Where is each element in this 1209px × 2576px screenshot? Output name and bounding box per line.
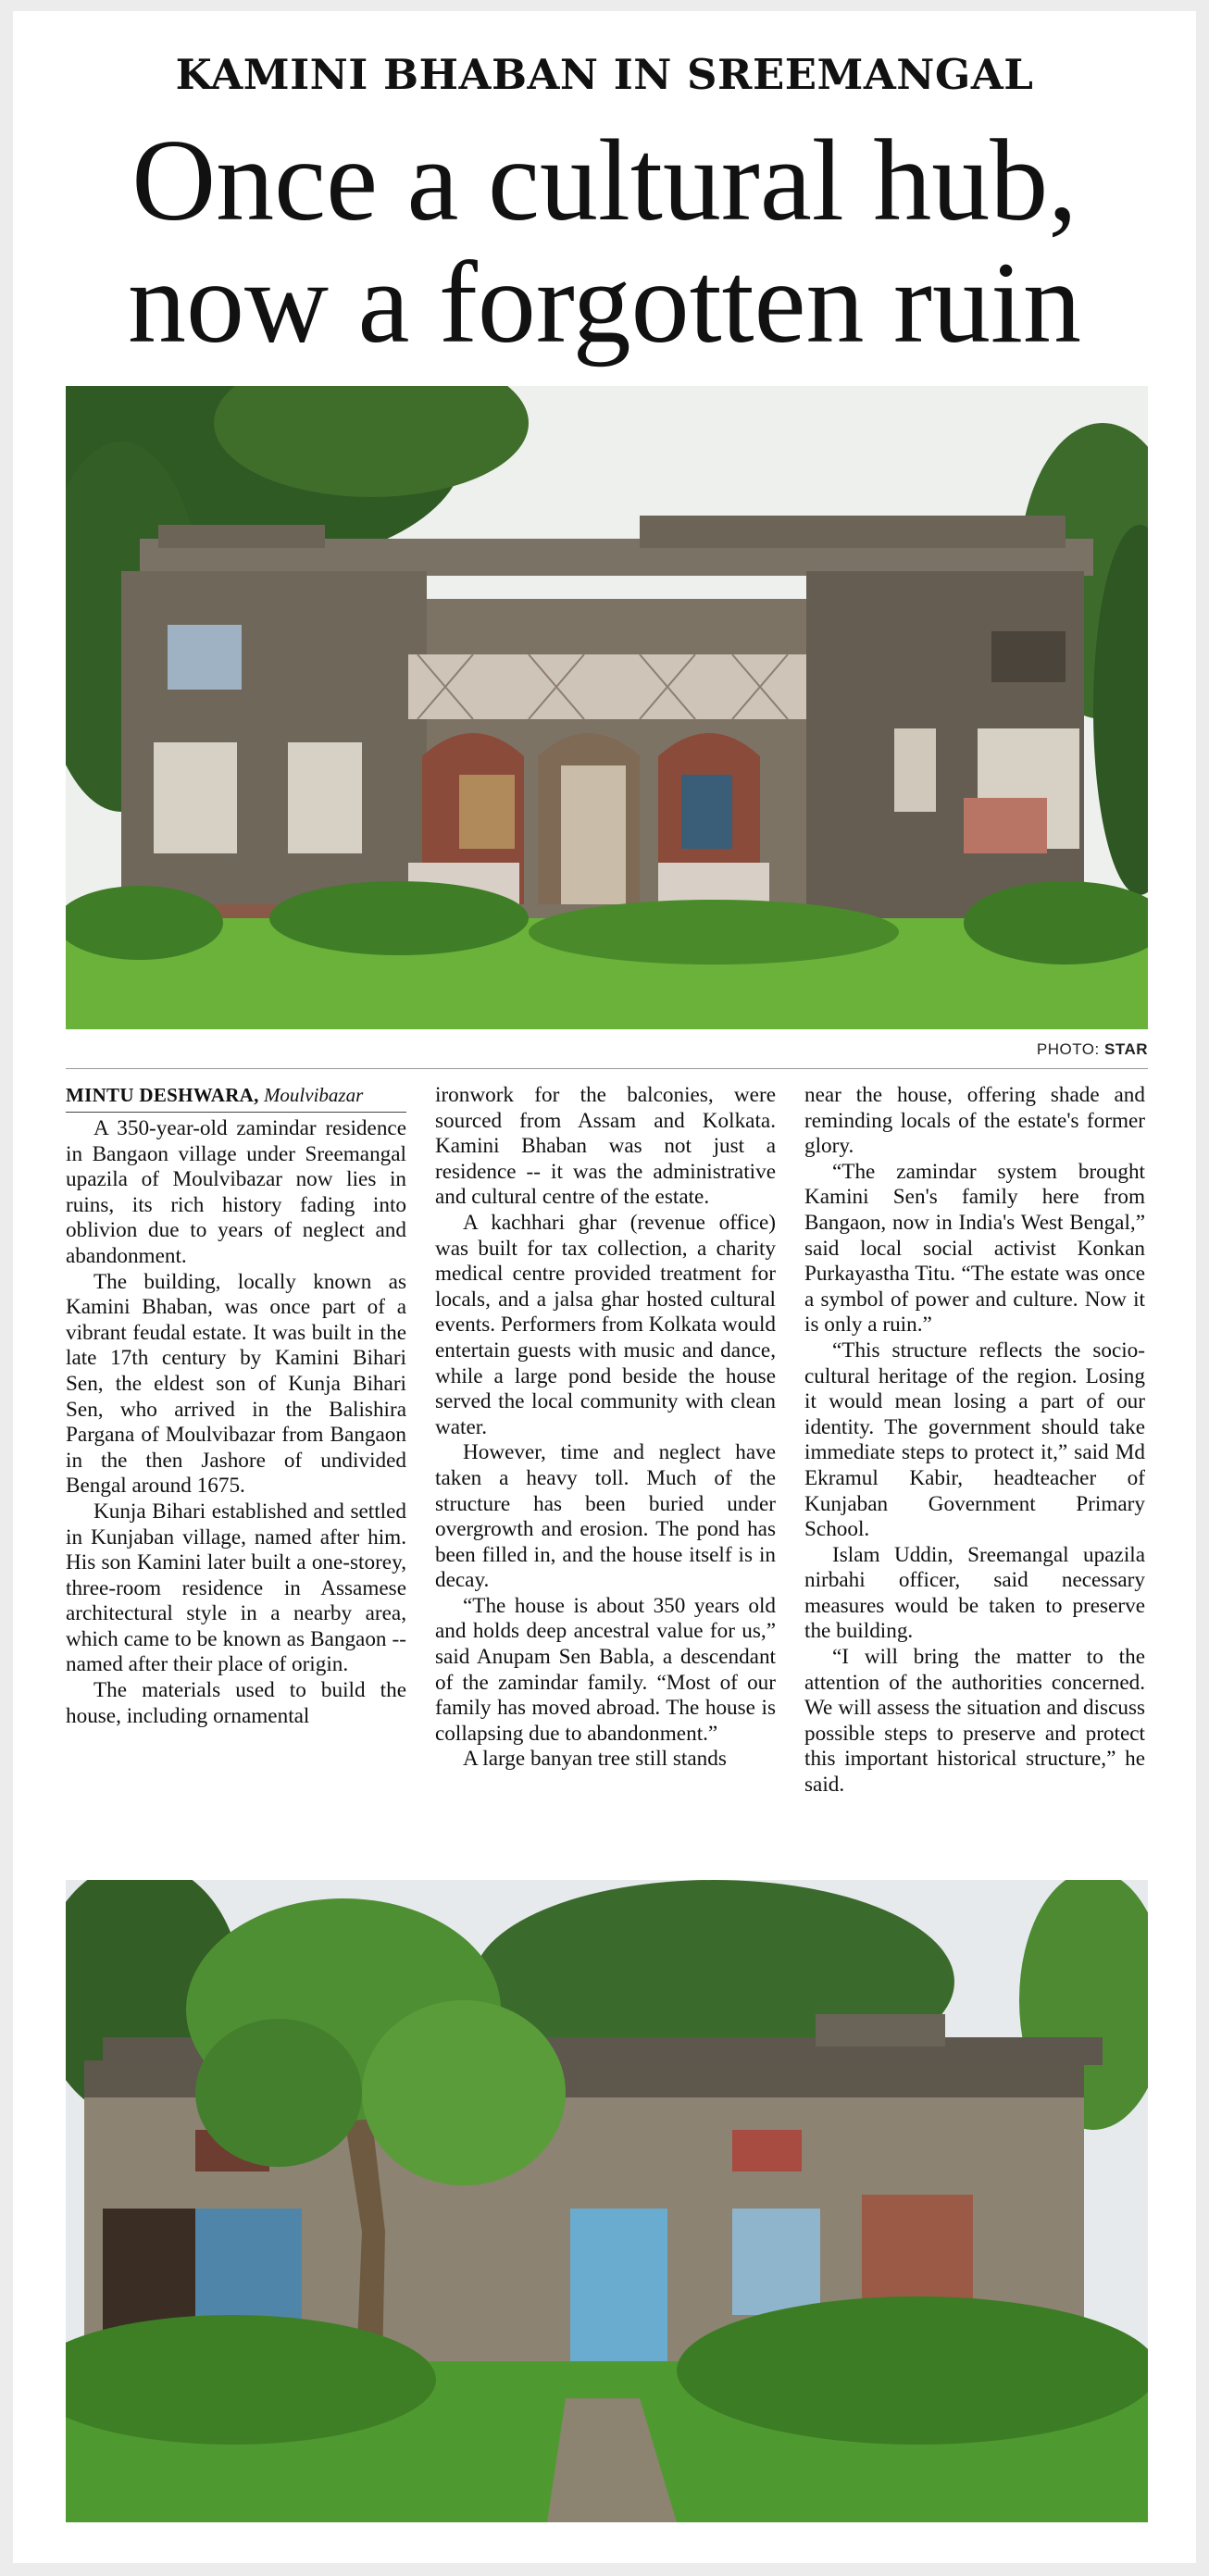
- paragraph-continued: ironwork for the balconies, were sourced from Assam and Kolkata. Kamini Bhaban was not just a residence -- it was the administrative and cultural centre of the estate.: [435, 1083, 776, 1210]
- paragraph: Kunja Bihari established and settled in Kunjaban village, named after him. His son Kamini later built a one-storey, three-room residence in Assamese architectural style in a nearby area, which came to be known as Bangaon -- named after their place of origin.: [66, 1499, 406, 1677]
- paragraph: “The house is about 350 years old and holds deep ancestral value for us,” said Anupam Sen Babla, a descendant of the zamindar family. “Most of our family has moved abroad. The house is collapsing due to abandonment.”: [435, 1593, 776, 1746]
- section-kicker: KAMINI BHABAN IN SREEMANGAL: [175, 50, 1034, 99]
- article-column-3: [804, 1083, 1145, 1798]
- headline-line-1: Once a cultural hub,: [131, 117, 1078, 245]
- lead-photo-mansion-facade: [66, 386, 1148, 1029]
- byline-author: MINTU DESHWARA,: [66, 1084, 259, 1106]
- paragraph: “This structure reflects the socio-cultural heritage of the region. Losing it would mean losing a part of our identity. The government should take immediate steps to protect it,” said Md Ekramul Kabir, headteacher of Kunjaban Government Primary School.: [804, 1338, 1145, 1542]
- paragraph: Islam Uddin, Sreemangal upazila nirbahi officer, said necessary measures would be taken to preserve the building.: [804, 1542, 1145, 1644]
- paragraph: “The zamindar system brought Kamini Sen's family here from Bangaon, now in India's West Bengal,” said local social activist Konkan Purkayastha Titu. “The estate was once a symbol of power and culture. Now it is only a ruin.”: [804, 1159, 1145, 1338]
- headline: [13, 117, 1196, 367]
- paragraph: The materials used to build the house, including ornamental: [66, 1678, 406, 1728]
- paragraph: A kachhari ghar (revenue office) was built for tax collection, a charity medical centre provided treatment for locals, and a jalsa ghar hosted cultural events. Performers from Kolkata would entertain guests with music and dance, while a large pond beside the house served the local community with clean water.: [435, 1210, 776, 1439]
- paragraph: A large banyan tree still stands: [463, 1747, 727, 1772]
- byline-location: Moulvibazar: [263, 1084, 364, 1106]
- article-column-2: [435, 1083, 776, 1773]
- photo-credit: [1037, 1040, 1148, 1059]
- headline-line-2: now a forgotten ruin: [128, 239, 1081, 367]
- newspaper-page: [13, 11, 1196, 2563]
- paragraph: However, time and neglect have taken a heavy toll. Much of the structure has been buried under overgrowth and erosion. The pond has been filled in, and the house itself is in decay.: [435, 1440, 776, 1593]
- byline: [66, 1083, 406, 1113]
- paragraph: The building, locally known as Kamini Bhaban, was once part of a vibrant feudal estate. It was built in the late 17th century by Kamini Bihari Sen, the eldest son of Kunja Bihari Sen, who arrived in the Balishira Pargana of Moulvibazar from Bangaon in the then Jashore of undivided Bengal around 1675.: [66, 1269, 406, 1499]
- paragraph-continued: near the house, offering shade and reminding locals of the estate's former glory.: [804, 1083, 1145, 1159]
- article-column-1: [66, 1083, 406, 1729]
- bottom-photo-mansion-rear: [66, 1880, 1148, 2522]
- section-divider: [66, 1068, 1148, 1069]
- photo-credit-label: PHOTO:: [1036, 1040, 1100, 1058]
- paragraph: A 350-year-old zamindar residence in Bangaon village under Sreemangal upazila of Moulvibazar now lies in ruins, its rich history fading into oblivion due to years of neglect and abandonment.: [66, 1116, 406, 1268]
- photo-credit-source: STAR: [1103, 1040, 1148, 1058]
- paragraph: “I will bring the matter to the attention of the authorities concerned. We will assess the situation and discuss possible steps to preserve and protect this important historical structure,” he said.: [804, 1645, 1145, 1798]
